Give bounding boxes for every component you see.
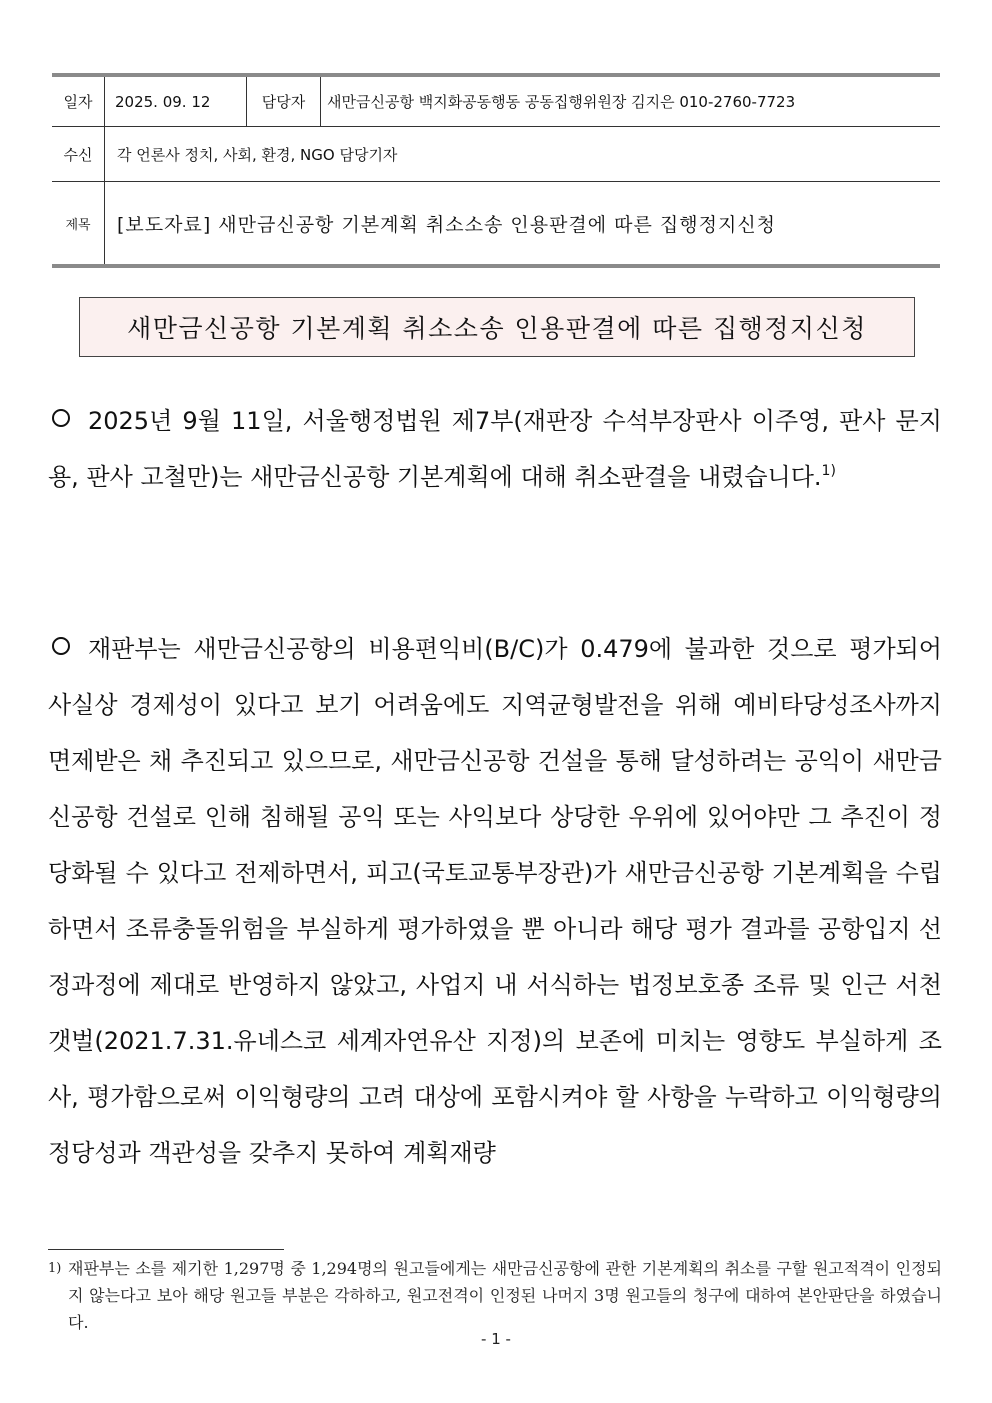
page-number: - 1 - <box>481 1330 511 1348</box>
header-bottom-rule <box>52 264 940 268</box>
circle-bullet-icon <box>52 409 70 427</box>
contact-value: 새만금신공항 백지화공동행동 공동집행위원장 김지은 010-2760-7723 <box>327 93 796 111</box>
subject-label: 제목 <box>52 182 105 264</box>
recipient-label: 수신 <box>52 127 105 181</box>
header-table <box>52 73 940 268</box>
header-row-recipient <box>52 127 940 182</box>
footnote-mark: 1) <box>48 1261 62 1276</box>
header-row-subject <box>52 182 940 264</box>
recipient-value: 각 언론사 정치, 사회, 환경, NGO 담당기자 <box>117 145 398 164</box>
footnote-ref[interactable]: 1) <box>821 463 836 479</box>
header-row-date <box>52 77 940 127</box>
subject-value: [보도자료] 새만금신공항 기본계획 취소소송 인용판결에 따른 집행정지신청 <box>117 213 777 236</box>
footnote-text: 재판부는 소를 제기한 1,297명 중 1,294명의 원고들에게는 새만금신공항에 관한 기본계획의 취소를 구할 원고적격이 인정되지 않는다고 보아 해당 원고들 부분은 각하하고, 원고전격이 인정된 나머지 3명 원고들의 청구에 대하여 본안판단을 하였습니다. <box>68 1259 942 1332</box>
paragraph-2-text: 재판부는 새만금신공항의 비용편익비(B/C)가 0.479에 불과한 것으로 평가되어 사실상 경제성이 있다고 보기 어려움에도 지역균형발전을 위해 예비타당성조사까지 면제받은 채 추진되고 있으므로, 새만금신공항 건설을 통해 달성하려는 공익이 새만금신공항 건설로 인해 침해될 공익 또는 사익보다 상당한 우위에 있어야만 그 추진이 정당화될 수 있다고 전제하면서, 피고(국토교통부장관)가 새만금신공항 기본계획을 수립하면서 조류충돌위험을 부실하게 평가하였을 뿐 아니라 해당 평가 결과를 공항입지 선정과정에 제대로 반영하지 않았고, 사업지 내 서식하는 법정보호종 조류 및 인근 서천갯벌(2021.7.31.유네스코 세계자연유산 지정)의 보존에 미치는 영향도 부실하게 조사, 평가함으로써 이익형량의 고려 대상에 포함시켜야 할 사항을 누락하고 이익형량의 정당성과 객관성을 갖추지 못하여 계획재량 <box>48 635 942 1167</box>
document-title: 새만금신공항 기본계획 취소소송 인용판결에 따른 집행정지신청 <box>79 297 915 357</box>
date-value: 2025. 09. 12 <box>105 77 247 126</box>
footnote-divider <box>48 1249 284 1250</box>
contact-label: 담당자 <box>247 77 321 126</box>
paragraph-2 <box>48 621 942 1181</box>
circle-bullet-icon <box>52 637 70 655</box>
paragraph-1 <box>48 393 942 505</box>
footnote <box>48 1255 942 1336</box>
paragraph-1-text: 2025년 9월 11일, 서울행정법원 제7부(재판장 수석부장판사 이주영, 판사 문지용, 판사 고철만)는 새만금신공항 기본계획에 대해 취소판결을 내렸습니다. <box>48 407 942 491</box>
date-label: 일자 <box>52 77 105 126</box>
